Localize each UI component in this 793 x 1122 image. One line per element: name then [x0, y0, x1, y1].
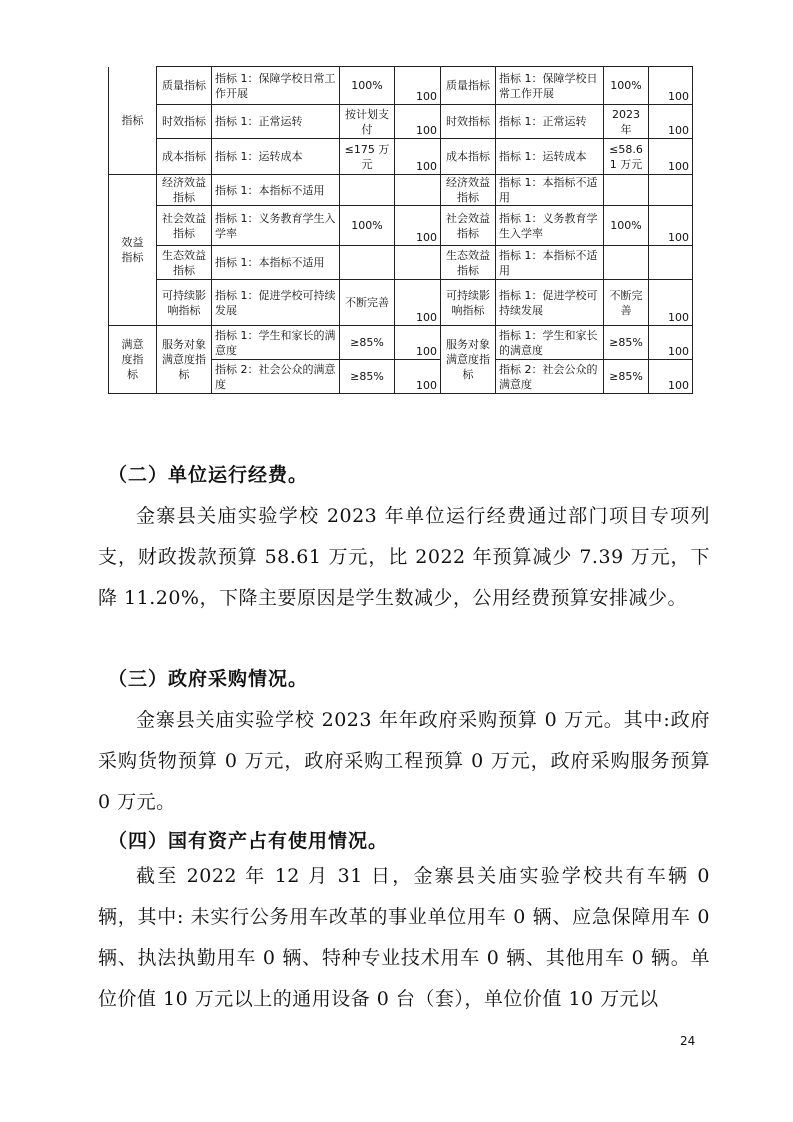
- indicator-name-cell-right: 指标 2：社会公众的满意度: [496, 360, 604, 394]
- indicator-name-cell-right: 指标 1：保障学校日常工作开展: [496, 67, 604, 105]
- page-number: 24: [680, 1034, 696, 1048]
- target-value-cell: 按计划支付: [340, 105, 395, 139]
- target-value-cell: 100%: [340, 206, 395, 246]
- target-value-cell: [340, 175, 395, 206]
- indicator-name-cell-right: 指标 1：本指标不适用: [496, 175, 604, 206]
- indicator-name-cell-right: 指标 1：义务教育学生入学率: [496, 206, 604, 246]
- level1-indicator-cell: 满意度指标: [109, 326, 157, 394]
- target-value-cell-right: 不断完善: [604, 280, 649, 326]
- score-cell-right: 100: [649, 139, 693, 175]
- indicator-name-cell: 指标 1：保障学校日常工作开展: [212, 67, 340, 105]
- level2-indicator-cell-right: 生态效益指标: [441, 246, 496, 280]
- indicator-name-cell-right: 指标 1：促进学校可持续发展: [496, 280, 604, 326]
- target-value-cell: ≥85%: [340, 360, 395, 394]
- indicator-name-cell: 指标 1：学生和家长的满意度: [212, 326, 340, 360]
- score-cell-right: 100: [649, 67, 693, 105]
- indicator-name-cell: 指标 1：正常运转: [212, 105, 340, 139]
- score-cell-right: 100: [649, 206, 693, 246]
- indicator-name-cell: 指标 2：社会公众的满意度: [212, 360, 340, 394]
- level2-indicator-cell: 经济效益指标: [157, 175, 212, 206]
- table-row: [109, 67, 693, 105]
- level2-indicator-cell-right: 可持续影响指标: [441, 280, 496, 326]
- indicator-name-cell: 指标 1：本指标不适用: [212, 246, 340, 280]
- paragraph: 截至 2022 年 12 月 31 日，金寨县关庙实验学校共有车辆 0 辆，其中: 未实行公务用车改革的事业单位用车 0 辆、应急保障用车 0 辆、执法执勤用车 0 辆、特种专业技术用车 0 辆、其他用车 0 辆。单位价值 10 万元以上的通用设备 0 台（套），单位价值 10 万元以: [98, 865, 710, 1010]
- score-cell: 100: [395, 206, 441, 246]
- target-value-cell: ≥85%: [340, 326, 395, 360]
- level2-indicator-cell: 社会效益指标: [157, 206, 212, 246]
- level2-indicator-cell: 质量指标: [157, 67, 212, 105]
- section-heading-government-procurement: （三）政府采购情况。: [108, 668, 309, 690]
- score-cell-right: [649, 246, 693, 280]
- table-row: [109, 280, 693, 326]
- score-cell: 100: [395, 280, 441, 326]
- level2-indicator-cell-right: 经济效益指标: [441, 175, 496, 206]
- level2-indicator-cell: 成本指标: [157, 139, 212, 175]
- target-value-cell: ≤175 万元: [340, 139, 395, 175]
- level2-indicator-cell-right: 时效指标: [441, 105, 496, 139]
- level1-indicator-cell: 效益指标: [109, 175, 157, 326]
- score-cell: 100: [395, 139, 441, 175]
- section-heading-state-assets: （四）国有资产占有使用情况。: [108, 830, 389, 852]
- score-cell: [395, 246, 441, 280]
- section-body-government-procurement: [98, 700, 710, 823]
- table-row: [109, 326, 693, 360]
- target-value-cell-right: 2023年: [604, 105, 649, 139]
- indicator-name-cell-right: 指标 1：本指标不适用: [496, 246, 604, 280]
- level2-indicator-cell-right: 质量指标: [441, 67, 496, 105]
- level2-indicator-cell: 可持续影响指标: [157, 280, 212, 326]
- level1-indicator-cell: 指标: [109, 67, 157, 175]
- table-body: [109, 67, 693, 394]
- indicator-name-cell: 指标 1：促进学校可持续发展: [212, 280, 340, 326]
- table-row: [109, 139, 693, 175]
- level2-indicator-cell-right: 服务对象满意度指标: [441, 326, 496, 394]
- level2-indicator-cell-right: 社会效益指标: [441, 206, 496, 246]
- table-row: [109, 175, 693, 206]
- target-value-cell: 100%: [340, 67, 395, 105]
- score-cell: [395, 175, 441, 206]
- score-cell-right: 100: [649, 360, 693, 394]
- target-value-cell-right: ≤58.61 万元: [604, 139, 649, 175]
- paragraph: 金寨县关庙实验学校 2023 年年政府采购预算 0 万元。其中:政府采购货物预算 0 万元，政府采购工程预算 0 万元，政府采购服务预算 0 万元。: [98, 709, 710, 813]
- indicator-name-cell-right: 指标 1：运转成本: [496, 139, 604, 175]
- score-cell-right: 100: [649, 326, 693, 360]
- level2-indicator-cell: 生态效益指标: [157, 246, 212, 280]
- score-cell: 100: [395, 67, 441, 105]
- indicator-name-cell: 指标 1：义务教育学生入学率: [212, 206, 340, 246]
- target-value-cell: 不断完善: [340, 280, 395, 326]
- target-value-cell-right: ≥85%: [604, 326, 649, 360]
- target-value-cell-right: [604, 175, 649, 206]
- indicator-name-cell-right: 指标 1：学生和家长的满意度: [496, 326, 604, 360]
- target-value-cell-right: 100%: [604, 206, 649, 246]
- indicator-name-cell: 指标 1：本指标不适用: [212, 175, 340, 206]
- target-value-cell: [340, 246, 395, 280]
- level2-indicator-cell: 时效指标: [157, 105, 212, 139]
- score-cell-right: 100: [649, 280, 693, 326]
- paragraph: 金寨县关庙实验学校 2023 年单位运行经费通过部门项目专项列支，财政拨款预算 58.61 万元，比 2022 年预算减少 7.39 万元，下降 11.20%，下降主要原因是学生数减少，公用经费预算安排减少。: [98, 505, 710, 609]
- target-value-cell-right: [604, 246, 649, 280]
- score-cell-right: [649, 175, 693, 206]
- section-heading-operating-funds: （二）单位运行经费。: [108, 464, 309, 486]
- indicator-name-cell: 指标 1：运转成本: [212, 139, 340, 175]
- score-cell-right: 100: [649, 105, 693, 139]
- section-body-operating-funds: [98, 496, 710, 619]
- table-row: [109, 105, 693, 139]
- level2-indicator-cell-right: 成本指标: [441, 139, 496, 175]
- target-value-cell-right: 100%: [604, 67, 649, 105]
- target-value-cell-right: ≥85%: [604, 360, 649, 394]
- section-body-state-assets: [98, 856, 710, 1020]
- score-cell: 100: [395, 326, 441, 360]
- performance-indicator-table: [108, 66, 693, 394]
- score-cell: 100: [395, 360, 441, 394]
- table-row: [109, 206, 693, 246]
- table-row: [109, 246, 693, 280]
- score-cell: 100: [395, 105, 441, 139]
- indicator-name-cell-right: 指标 1：正常运转: [496, 105, 604, 139]
- level2-indicator-cell: 服务对象满意度指标: [157, 326, 212, 394]
